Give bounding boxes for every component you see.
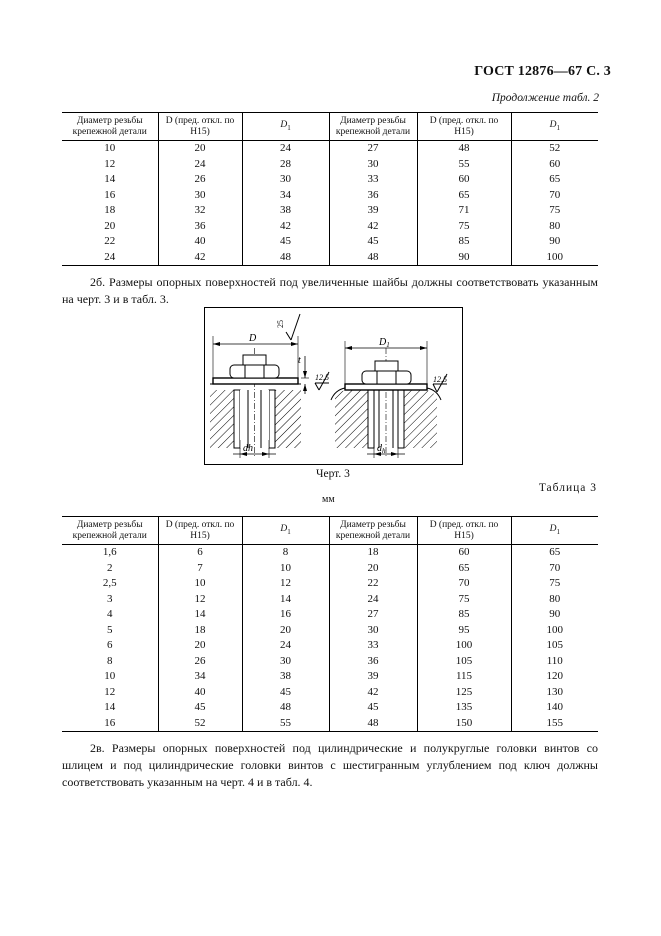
table-cell: 65 (511, 545, 598, 561)
table-cell: 105 (417, 654, 511, 670)
table-row (62, 638, 598, 654)
table-cell: 85 (417, 234, 511, 250)
table-cell: 12 (242, 576, 329, 592)
table-cell: 30 (242, 654, 329, 670)
table-cell: 48 (329, 250, 417, 266)
table-cell: 45 (158, 700, 242, 716)
table-cell: 24 (329, 592, 417, 608)
table-cell: 105 (511, 638, 598, 654)
table-cell: 1,6 (102, 546, 117, 558)
table-3-label: Таблица 3 (538, 482, 597, 494)
figure-caption: Черт. 3 (316, 468, 350, 480)
dim-t-label: t (298, 355, 301, 366)
table-cell: 90 (511, 607, 598, 623)
table-cell: 8 (107, 654, 113, 667)
table-cell: 3 (107, 592, 113, 605)
table-cell: 14 (104, 701, 116, 713)
table-cell: 100 (511, 250, 598, 266)
table-cell: 60 (417, 172, 511, 188)
table-cell: 6 (107, 639, 113, 651)
dim-D-label: D (249, 333, 257, 344)
table-cell: 80 (511, 219, 598, 235)
table-cell: 18 (104, 204, 116, 216)
table-cell: 20 (242, 623, 329, 639)
header-thread-diameter: Диаметр резьбы крепежной детали (329, 517, 417, 545)
table-3 (62, 516, 598, 732)
table-row (62, 188, 598, 204)
table-cell: 52 (158, 716, 242, 732)
table-cell: 22 (104, 235, 116, 247)
table-cell: 16 (62, 716, 158, 732)
table-cell: 5 (107, 623, 113, 636)
table-continuation-label: Продолжение табл. 2 (491, 92, 599, 104)
table-cell: 52 (511, 141, 598, 157)
table-cell: 45 (329, 700, 417, 716)
table-cell: 48 (242, 250, 329, 266)
table-cell: 24 (242, 638, 329, 654)
table-cell: 90 (511, 234, 598, 250)
table-cell: 71 (417, 203, 511, 219)
table-cell: 10 (242, 561, 329, 577)
header-D1: $D_1$ (511, 113, 598, 141)
table-cell: 36 (158, 219, 242, 235)
table-cell: 135 (417, 700, 511, 716)
table-row (62, 592, 598, 608)
table-cell: 16 (242, 607, 329, 623)
table-cell: 95 (417, 623, 511, 639)
table-cell: 20 (158, 141, 242, 157)
table-cell: 75 (417, 592, 511, 608)
table-cell: 60 (417, 545, 511, 561)
roughness-12-5-label: 12,5 (433, 375, 447, 384)
table-cell: 14 (158, 607, 242, 623)
table-cell: 125 (417, 685, 511, 701)
table-cell: 48 (417, 141, 511, 157)
table-row (62, 172, 598, 188)
table-row (62, 545, 598, 561)
table-cell: 85 (417, 607, 511, 623)
table-cell: 40 (158, 685, 242, 701)
table-header-row (62, 113, 598, 141)
table-cell: 28 (242, 157, 329, 173)
header-thread-diameter: Диаметр резьбы крепежной детали (62, 517, 158, 545)
table-cell: 8 (242, 545, 329, 561)
table-2 (62, 112, 598, 266)
table-cell: 70 (511, 188, 598, 204)
table-cell: 90 (417, 250, 511, 266)
table-cell: 2,5 (102, 577, 117, 589)
table-cell: 6 (158, 545, 242, 561)
table-cell: 70 (417, 576, 511, 592)
table-cell: 140 (511, 700, 598, 716)
table-cell: 75 (511, 576, 598, 592)
table-cell: 18 (158, 623, 242, 639)
table-cell: 34 (158, 669, 242, 685)
table-cell: 36 (329, 654, 417, 670)
dim-dh-label: dh (243, 443, 253, 454)
table-cell: 14 (242, 592, 329, 608)
paragraph-2v: 2в. Размеры опорных поверхностей под цилиндрические и полукруглые головки винтов со шлицем и под цилиндрические головки винтов с шестигранным углублением под ключ должны соответствовать указанным на черт. 4 и в табл. 4. (62, 741, 598, 789)
table-cell: 45 (329, 234, 417, 250)
table-cell: 42 (158, 250, 242, 266)
table-cell: 12 (158, 592, 242, 608)
table-cell: 20 (104, 219, 116, 232)
table-cell: 155 (511, 716, 598, 732)
header-D: D (пред. откл. по Н15) (158, 517, 242, 545)
table-cell: 39 (329, 669, 417, 685)
dim-D1-label: $D_1$ (379, 337, 390, 349)
table-row (62, 157, 598, 173)
table-cell: 45 (242, 234, 329, 250)
table-row (62, 234, 598, 250)
table-cell: 10 (104, 142, 116, 154)
table-cell: 24 (242, 141, 329, 157)
header-thread-diameter: Диаметр резьбы крепежной детали (329, 113, 417, 141)
table-cell: 22 (329, 576, 417, 592)
table-row (62, 219, 598, 235)
table-cell: 10 (158, 576, 242, 592)
table-cell: 14 (104, 173, 116, 185)
table-row (62, 576, 598, 592)
table-cell: 100 (417, 638, 511, 654)
table-cell: 30 (329, 157, 417, 173)
table-cell: 39 (329, 203, 417, 219)
table-cell: 26 (158, 654, 242, 670)
table-cell: 42 (329, 219, 417, 235)
table-cell: 70 (511, 561, 598, 577)
roughness-25-label: 25 (276, 320, 285, 328)
table-row (62, 607, 598, 623)
table-cell: 20 (329, 561, 417, 577)
table-cell: 2 (107, 561, 113, 574)
table-cell: 36 (329, 188, 417, 204)
table-row (62, 700, 598, 716)
table-cell: 32 (158, 203, 242, 219)
paragraph-2b: 2б. Размеры опорных поверхностей под увеличенные шайбы должны соответствовать указанным на черт. 3 и в табл. 3. (62, 275, 598, 306)
table-cell: 30 (329, 623, 417, 639)
table-cell: 55 (242, 716, 329, 732)
table-cell: 24 (158, 157, 242, 173)
table-row (62, 669, 598, 685)
header-D1: $D_1$ (242, 517, 329, 545)
table-cell: 12 (104, 157, 116, 170)
table-cell: 38 (242, 669, 329, 685)
header-D: D (пред. откл. по Н15) (158, 113, 242, 141)
table-cell: 26 (158, 172, 242, 188)
header-D: D (пред. откл. по Н15) (417, 113, 511, 141)
table-cell: 12 (104, 685, 116, 698)
table-cell: 45 (242, 685, 329, 701)
table-cell: 27 (329, 607, 417, 623)
table-cell: 42 (242, 219, 329, 235)
table-row (62, 561, 598, 577)
table-cell: 75 (417, 219, 511, 235)
table-cell: 38 (242, 203, 329, 219)
table-cell: 42 (329, 685, 417, 701)
table-cell: 48 (329, 716, 417, 732)
header-D: D (пред. откл. по Н15) (417, 517, 511, 545)
table-cell: 33 (329, 172, 417, 188)
header-D1: $D_1$ (511, 517, 598, 545)
table-cell: 24 (62, 250, 158, 266)
table-cell: 55 (417, 157, 511, 173)
table-header-row (62, 517, 598, 545)
table-cell: 60 (511, 157, 598, 173)
table-row (62, 685, 598, 701)
table-cell: 18 (329, 545, 417, 561)
page-header: ГОСТ 12876—67 С. 3 (474, 64, 611, 79)
table-cell: 65 (417, 561, 511, 577)
table-row (62, 623, 598, 639)
table-cell: 65 (417, 188, 511, 204)
table-row (62, 716, 598, 732)
table-cell: 10 (104, 670, 116, 682)
table-cell: 7 (158, 561, 242, 577)
table-cell: 16 (104, 188, 116, 201)
table-cell: 130 (511, 685, 598, 701)
table-cell: 75 (511, 203, 598, 219)
table-cell: 40 (158, 234, 242, 250)
table-cell: 120 (511, 669, 598, 685)
table-cell: 20 (158, 638, 242, 654)
table-cell: 30 (242, 172, 329, 188)
dim-dh-label: $d_h$ (377, 443, 386, 455)
header-D1: $D_1$ (242, 113, 329, 141)
units-label: мм (322, 494, 335, 505)
table-cell: 100 (511, 623, 598, 639)
table-cell: 4 (107, 608, 113, 620)
table-row (62, 250, 598, 266)
header-thread-diameter: Диаметр резьбы крепежной детали (62, 113, 158, 141)
table-cell: 30 (158, 188, 242, 204)
table-cell: 27 (329, 141, 417, 157)
table-cell: 65 (511, 172, 598, 188)
table-cell: 48 (242, 700, 329, 716)
table-cell: 110 (511, 654, 598, 670)
table-row (62, 141, 598, 157)
table-cell: 115 (417, 669, 511, 685)
drawing-3 (204, 307, 463, 465)
table-cell: 80 (511, 592, 598, 608)
table-cell: 34 (242, 188, 329, 204)
table-row (62, 654, 598, 670)
table-cell: 33 (329, 638, 417, 654)
table-cell: 150 (417, 716, 511, 732)
table-row (62, 203, 598, 219)
roughness-12-5-label: 12,5 (315, 373, 329, 382)
